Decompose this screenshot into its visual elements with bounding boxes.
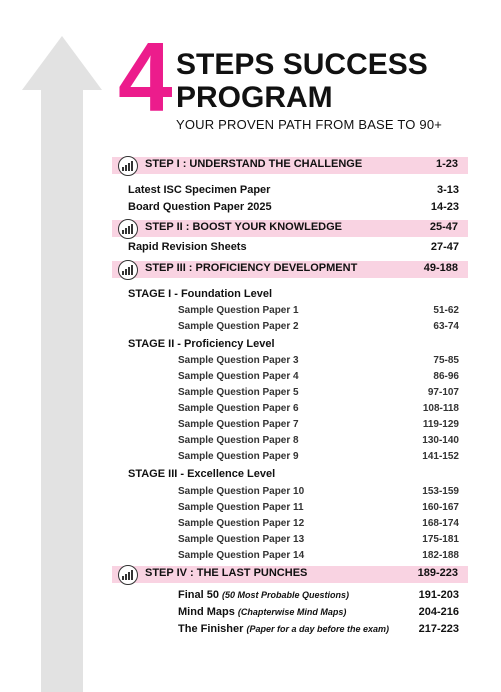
stage-heading: STAGE I - Foundation Level: [128, 288, 273, 300]
up-arrow-shaft: [41, 88, 83, 692]
toc-item-pages: 63-74: [433, 321, 459, 332]
toc-item-pages: 130-140: [422, 435, 459, 446]
toc-item: Sample Question Paper 2: [178, 321, 299, 332]
toc-item: Sample Question Paper 4: [178, 371, 299, 382]
toc-item-pages: 108-118: [422, 403, 459, 414]
toc-item-label: Final 50: [178, 589, 219, 601]
toc-item-pages: 3-13: [436, 184, 459, 196]
toc-item: [178, 606, 346, 618]
toc-item-pages: 191-203: [418, 589, 459, 601]
signal-3-bars-icon: [118, 260, 138, 280]
toc-item: [178, 623, 389, 635]
toc-item-pages: 182-188: [422, 550, 459, 561]
step-3-bar: [112, 261, 468, 278]
toc-item-pages: 153-159: [422, 486, 459, 497]
toc-item: Sample Question Paper 11: [178, 502, 304, 513]
step-3-pages: 49-188: [423, 262, 458, 274]
toc-item-pages: 119-129: [422, 419, 459, 430]
toc-item: Sample Question Paper 14: [178, 550, 305, 561]
toc-item: Sample Question Paper 8: [178, 435, 299, 446]
toc-item: Sample Question Paper 10: [178, 486, 305, 497]
toc-item-pages: 14-23: [430, 201, 459, 213]
toc-item: Sample Question Paper 1: [178, 305, 299, 316]
toc-item-pages: 204-216: [418, 606, 459, 618]
signal-2-bars-icon: [118, 219, 138, 239]
toc-item: Board Question Paper 2025: [128, 201, 272, 213]
step-4-bar: [112, 566, 468, 583]
toc-item-pages: 75-85: [433, 355, 459, 366]
toc-item: Sample Question Paper 9: [178, 451, 299, 462]
step-4-pages: 189-223: [417, 567, 458, 579]
stage-heading: STAGE II - Proficiency Level: [128, 338, 275, 350]
toc-item-pages: 86-96: [433, 371, 459, 382]
toc-item-pages: 217-223: [418, 623, 459, 635]
toc-item-pages: 160-167: [422, 502, 459, 513]
toc-item: Latest ISC Specimen Paper: [128, 184, 271, 196]
stage-heading: STAGE III - Excellence Level: [128, 468, 276, 480]
step-2-pages: 25-47: [429, 221, 458, 233]
up-arrow-head: [22, 36, 102, 90]
title-line-2: PROGRAM: [176, 81, 333, 114]
step-1-bar: [112, 157, 468, 174]
step-1-pages: 1-23: [435, 158, 458, 170]
toc-item: Sample Question Paper 12: [178, 518, 305, 529]
toc-item-note: (Paper for a day before the exam): [246, 624, 390, 634]
toc-item: Sample Question Paper 3: [178, 355, 299, 366]
toc-item-pages: 97-107: [427, 387, 459, 398]
step-1-label: STEP I : UNDERSTAND THE CHALLENGE: [145, 158, 363, 170]
toc-item-pages: 141-152: [422, 451, 459, 462]
step-4-label: STEP IV : THE LAST PUNCHES: [145, 567, 308, 579]
toc-item-note: (50 Most Probable Questions): [222, 590, 350, 600]
toc-item-note: (Chapterwise Mind Maps): [237, 607, 347, 617]
toc-item: [178, 589, 349, 601]
toc-item: Rapid Revision Sheets: [128, 241, 247, 253]
step-2-bar: [112, 220, 468, 237]
toc-item-label: Mind Maps: [178, 606, 235, 618]
step-3-label: STEP III : PROFICIENCY DEVELOPMENT: [145, 262, 358, 274]
toc-item: Sample Question Paper 7: [178, 419, 299, 430]
toc-item-pages: 27-47: [430, 241, 459, 253]
big-number-four: 4: [118, 22, 171, 132]
toc-item: Sample Question Paper 5: [178, 387, 299, 398]
toc-item-label: The Finisher: [178, 623, 244, 635]
toc-item-pages: 175-181: [422, 534, 459, 545]
toc-item: Sample Question Paper 6: [178, 403, 299, 414]
toc-item-pages: 51-62: [433, 305, 459, 316]
toc-item: Sample Question Paper 13: [178, 534, 305, 545]
subtitle: YOUR PROVEN PATH FROM BASE TO 90+: [176, 117, 443, 132]
title-line-1: STEPS SUCCESS: [176, 48, 428, 81]
signal-4-bars-icon: [118, 565, 138, 585]
step-2-label: STEP II : BOOST YOUR KNOWLEDGE: [145, 221, 343, 233]
toc-item-pages: 168-174: [422, 518, 459, 529]
signal-1-bar-icon: [118, 156, 138, 176]
